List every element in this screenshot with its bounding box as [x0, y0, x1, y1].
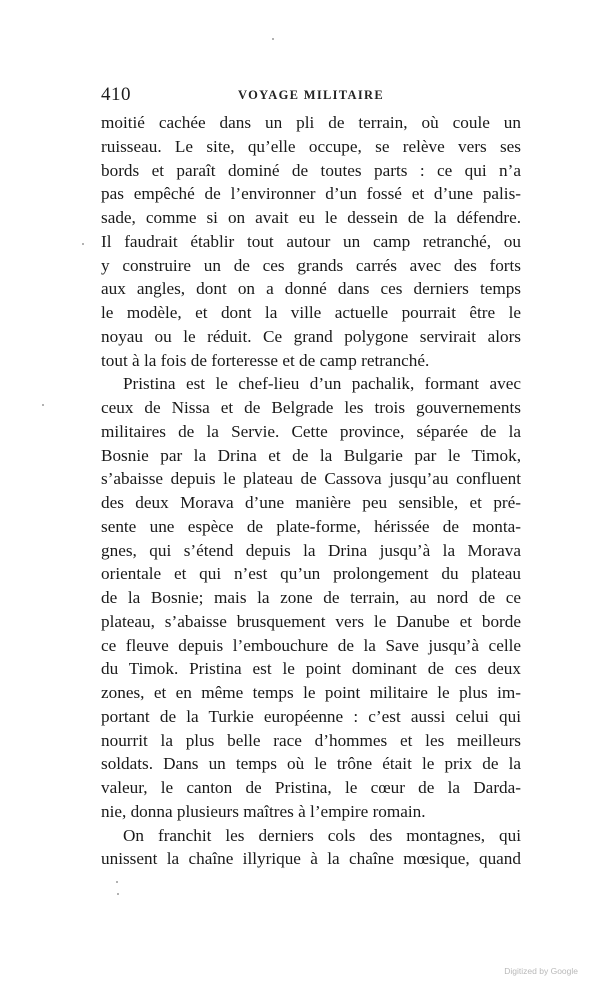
- text-line: sente une espèce de plate-forme, hérissée de monta-: [101, 516, 521, 536]
- text-line: Il faudrait établir tout autour un camp retranché, ou: [101, 231, 521, 251]
- text-line: s’abaisse depuis le plateau de Cassova jusqu’au confluent: [101, 469, 521, 489]
- text-line: ruisseau. Le site, qu’elle occupe, se relève vers ses: [101, 136, 521, 156]
- text-line: zones, et en même temps le point militaire le plus im-: [101, 683, 521, 702]
- text-line: unissent la chaîne illyrique à la chaîne mœsique, quand: [101, 849, 521, 869]
- text-line: orientale et qui n’est qu’un prolongement du plateau: [101, 564, 521, 584]
- text-line: tout à la fois de forteresse et de camp retranché.: [101, 350, 430, 370]
- scan-speck: [117, 893, 119, 895]
- text-line: ce fleuve depuis l’embouchure de la Save jusqu’à celle: [101, 635, 521, 655]
- scan-speck: [42, 404, 44, 406]
- text-line: gnes, qui s’étend depuis la Drina jusqu’à la Morava: [101, 540, 521, 560]
- text-line: des deux Morava d’une manière peu sensible, et pré-: [101, 493, 521, 512]
- scan-speck: [82, 243, 84, 245]
- text-line: militaires de la Servie. Cette province, séparée de la: [101, 421, 521, 441]
- text-line: aux angles, dont on a donné dans ces derniers temps: [101, 279, 521, 299]
- body-text: [101, 111, 521, 871]
- scan-speck: [272, 38, 274, 40]
- text-line: y construire un de ces grands carrés avec des forts: [101, 255, 521, 275]
- text-line: nie, donna plusieurs maîtres à l’empire romain.: [101, 801, 426, 821]
- digitization-watermark: Digitized by Google: [504, 966, 578, 976]
- text-line: de la Bosnie; mais la zone de terrain, au nord de ce: [101, 588, 521, 607]
- text-line: soldats. Dans un temps où le trône était le prix de la: [101, 754, 521, 774]
- text-line: le modèle, et dont la ville actuelle pourrait être le: [101, 303, 521, 322]
- text-line: bords et paraît dominé de toutes parts : ce qui n’a: [101, 160, 521, 180]
- paragraph: [101, 824, 521, 872]
- text-line: noyau ou le réduit. Ce grand polygone servirait alors: [101, 326, 521, 346]
- text-line: nourrit la plus belle race d’hommes et les meilleurs: [101, 730, 521, 750]
- text-line: ceux de Nissa et de Belgrade les trois gouvernements: [101, 398, 521, 417]
- text-line: plateau, s’abaisse brusquement vers le Danube et borde: [101, 611, 521, 631]
- text-line: pas empêché de l’environner d’un fossé et d’une palis-: [101, 184, 521, 204]
- text-line: du Timok. Pristina est le point dominant de ces deux: [101, 659, 521, 679]
- paragraph: [101, 372, 521, 823]
- text-line: Pristina est le chef-lieu d’un pachalik, formant avec: [123, 374, 521, 394]
- text-line: Bosnie par la Drina et de la Bulgarie par le Timok,: [101, 445, 521, 465]
- scan-speck: [116, 881, 118, 883]
- text-line: sade, comme si on avait eu le dessein de la défendre.: [101, 208, 521, 227]
- paragraph: [101, 111, 521, 372]
- running-head: [101, 84, 521, 106]
- text-line: On franchit les derniers cols des montagnes, qui: [123, 825, 521, 845]
- text-line: moitié cachée dans un pli de terrain, où coule un: [101, 113, 521, 132]
- running-title: VOYAGE MILITAIRE: [238, 88, 384, 102]
- text-line: portant de la Turkie européenne : c’est aussi celui qui: [101, 706, 521, 726]
- text-line: valeur, le canton de Pristina, le cœur de la Darda-: [101, 778, 521, 797]
- page-number: 410: [101, 84, 131, 105]
